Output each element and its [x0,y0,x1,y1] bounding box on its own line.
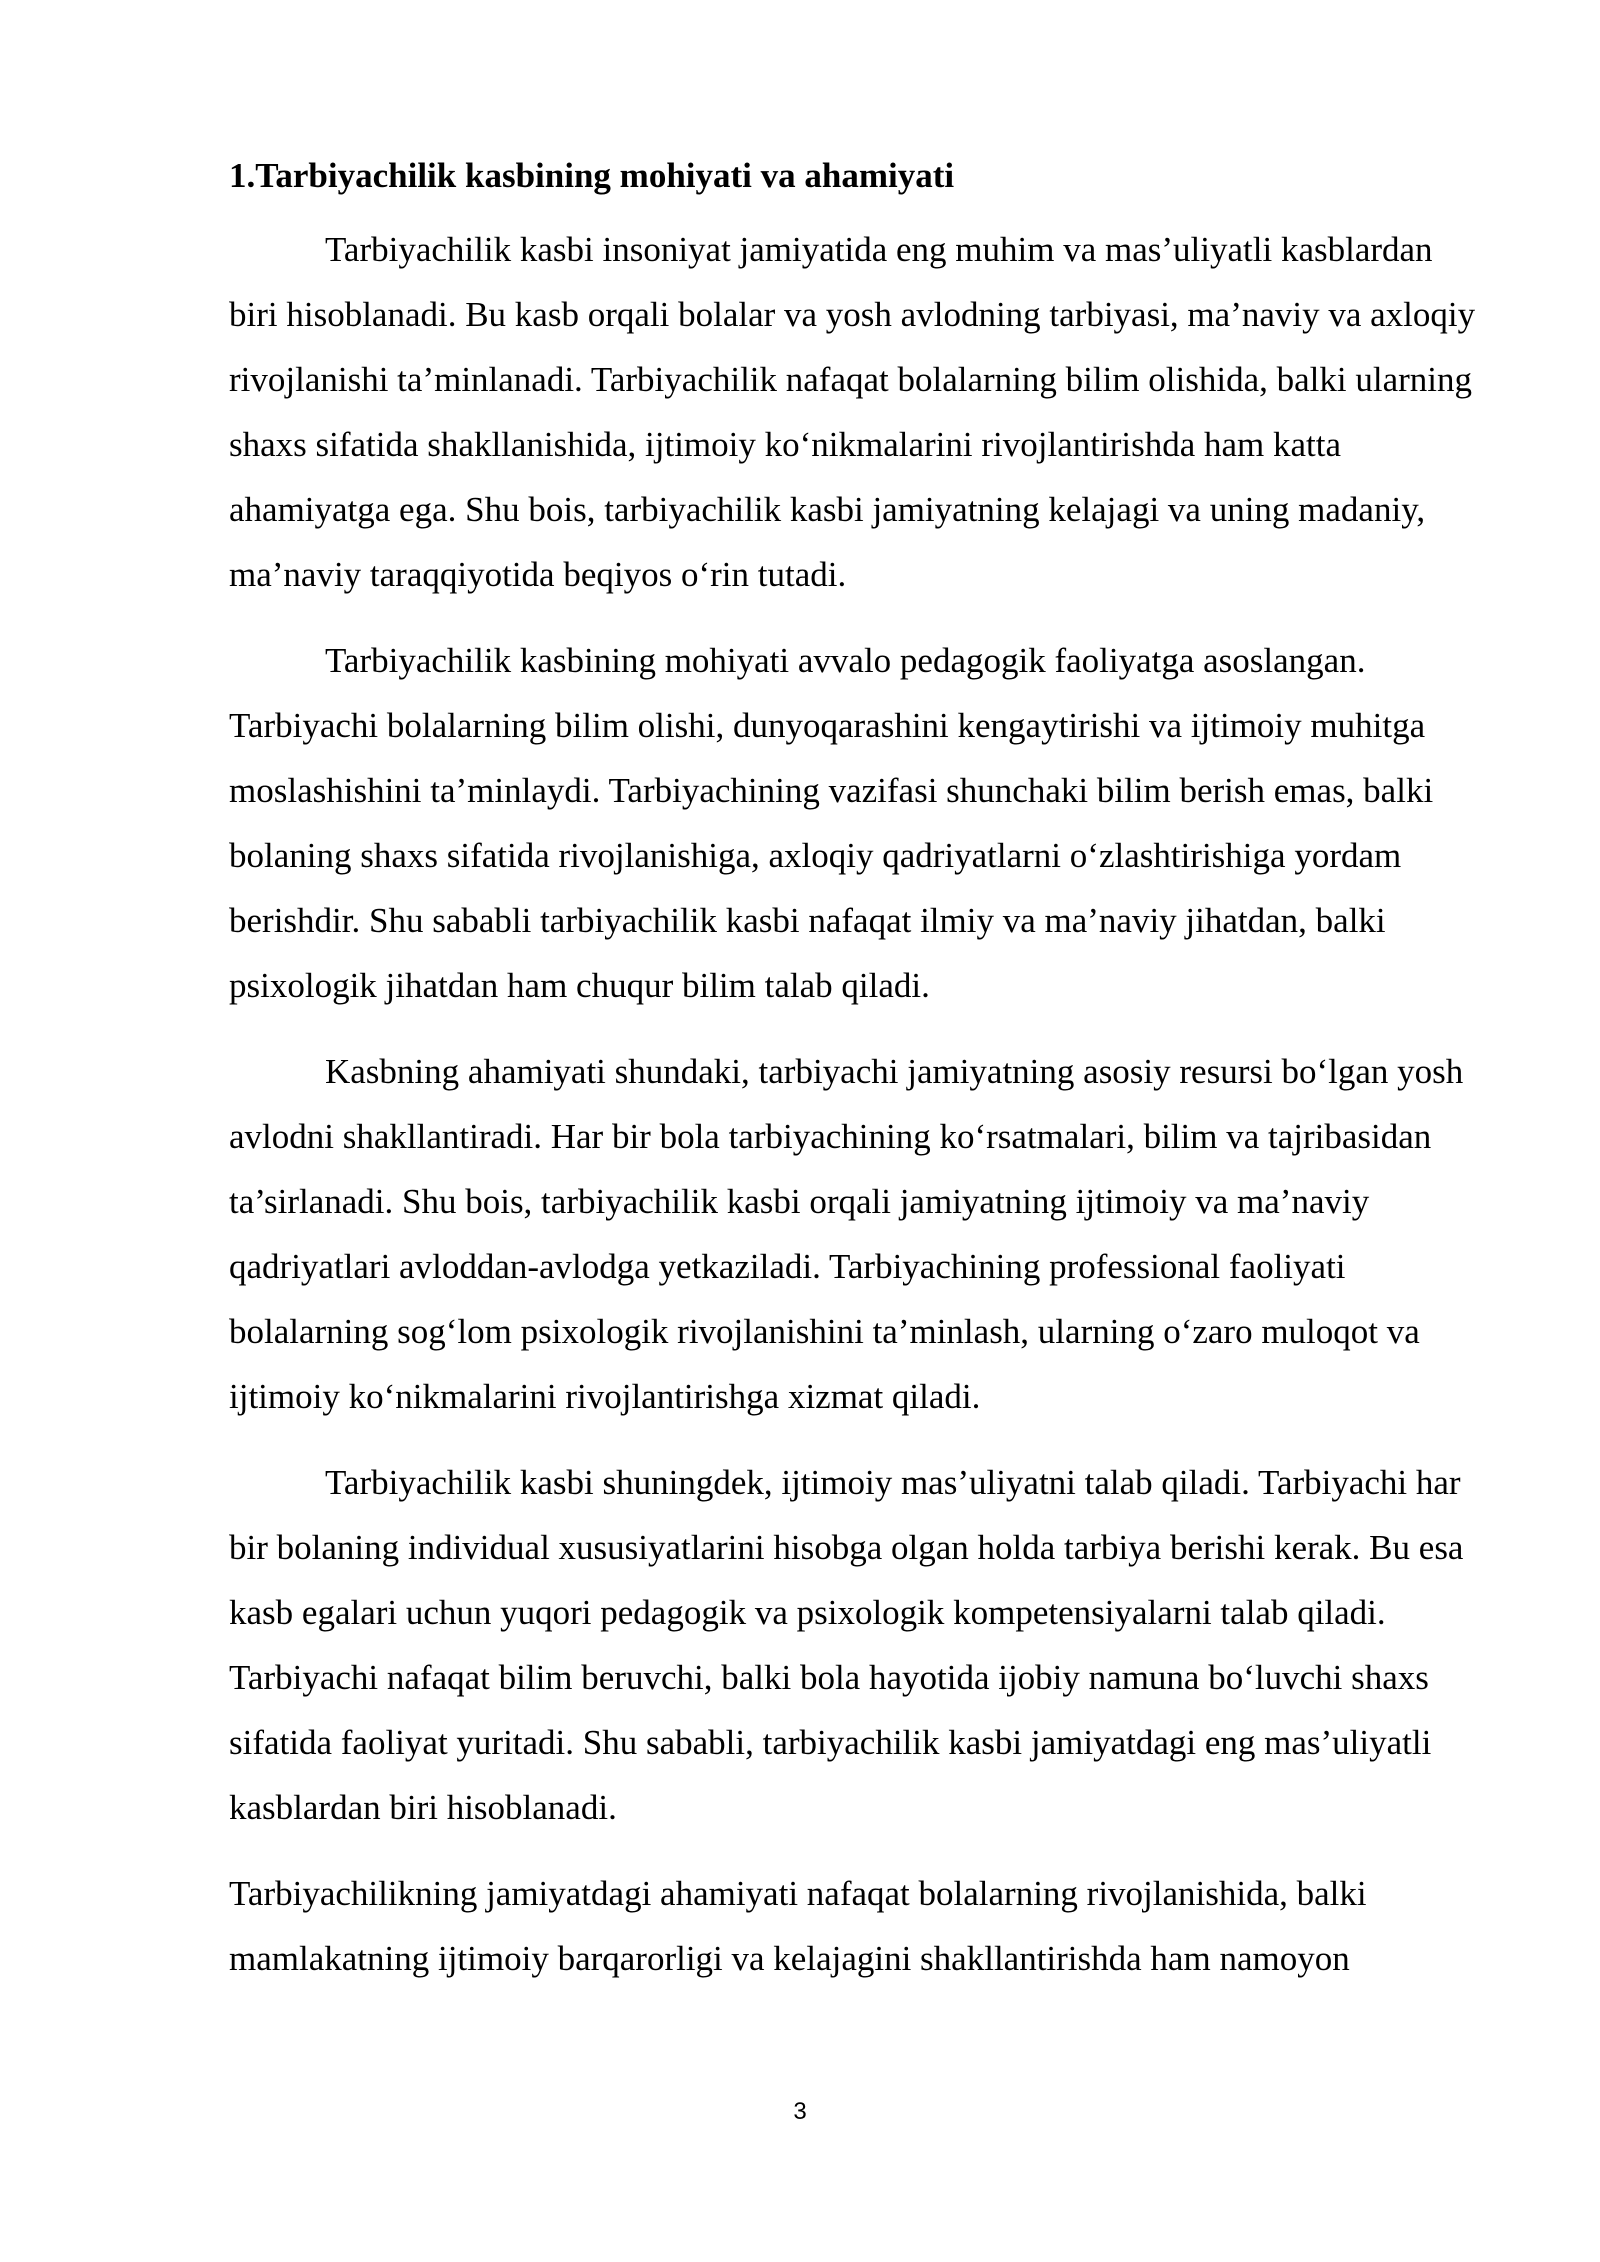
paragraph-1: Tarbiyachilik kasbi insoniyat jamiyatida eng muhim va mas’uliyatli kasblardan biri hisoblanadi. Bu kasb orqali bolalar va yosh avlodning tarbiyasi, ma’naviy va axloqiy rivojlanishi ta’minlanadi. Tarbiyachilik nafaqat bolalarning bilim olishida, balki ularning shaxs sifatida shakllanishida, ijtimoiy ko‘nikmalarini rivojlantirishda ham katta ahamiyatga ega. Shu bois, tarbiyachilik kasbi jamiyatning kelajagi va uning madaniy, ma’naviy taraqqiyotida beqiyos o‘rin tutadi. [229,230,1476,594]
paragraph-5: Tarbiyachilikning jamiyatdagi ahamiyati nafaqat bolalarning rivojlanishida, balki mamlakatning ijtimoiy barqarorligi va kelajagini shakllantirishda ham namoyon [229,1874,1367,1978]
page-number: 3 [793,2098,807,2125]
section-heading: 1.Tarbiyachilik kasbining mohiyati va ahamiyati [229,156,955,195]
paragraph-4: Tarbiyachilik kasbi shuningdek, ijtimoiy mas’uliyatni talab qiladi. Tarbiyachi har bir bolaning individual xususiyatlarini hisobga olgan holda tarbiya berishi kerak. Bu esa kasb egalari uchun yuqori pedagogik va psixologik kompetensiyalarni talab qiladi. Tarbiyachi nafaqat bilim beruvchi, balki bola hayotida ijobiy namuna bo‘luvchi shaxs sifatida faoliyat yuritadi. Shu sababli, tarbiyachilik kasbi jamiyatdagi eng mas’uliyatli kasblardan biri hisoblanadi. [229,1463,1464,1827]
paragraph-2: Tarbiyachilik kasbining mohiyati avvalo pedagogik faoliyatga asoslangan. Tarbiyachi bolalarning bilim olishi, dunyoqarashini kengaytirishi va ijtimoiy muhitga moslashishini ta’minlaydi. Tarbiyachining vazifasi shunchaki bilim berish emas, balki bolaning shaxs sifatida rivojlanishiga, axloqiy qadriyatlarni o‘zlashtirishiga yordam berishdir. Shu sababli tarbiyachilik kasbi nafaqat ilmiy va ma’naviy jihatdan, balki psixologik jihatdan ham chuqur bilim talab qiladi. [229,641,1434,1005]
paragraph-3: Kasbning ahamiyati shundaki, tarbiyachi jamiyatning asosiy resursi bo‘lgan yosh avlodni shakllantiradi. Har bir bola tarbiyachining ko‘rsatmalari, bilim va tajribasidan ta’sirlanadi. Shu bois, tarbiyachilik kasbi orqali jamiyatning ijtimoiy va ma’naviy qadriyatlari avloddan-avlodga yetkaziladi. Tarbiyachining professional faoliyati bolalarning sog‘lom psixologik rivojlanishini ta’minlash, ularning o‘zaro muloqot va ijtimoiy ko‘nikmalarini rivojlantirishga xizmat qiladi. [229,1052,1464,1416]
page-content [229,150,1481,2012]
